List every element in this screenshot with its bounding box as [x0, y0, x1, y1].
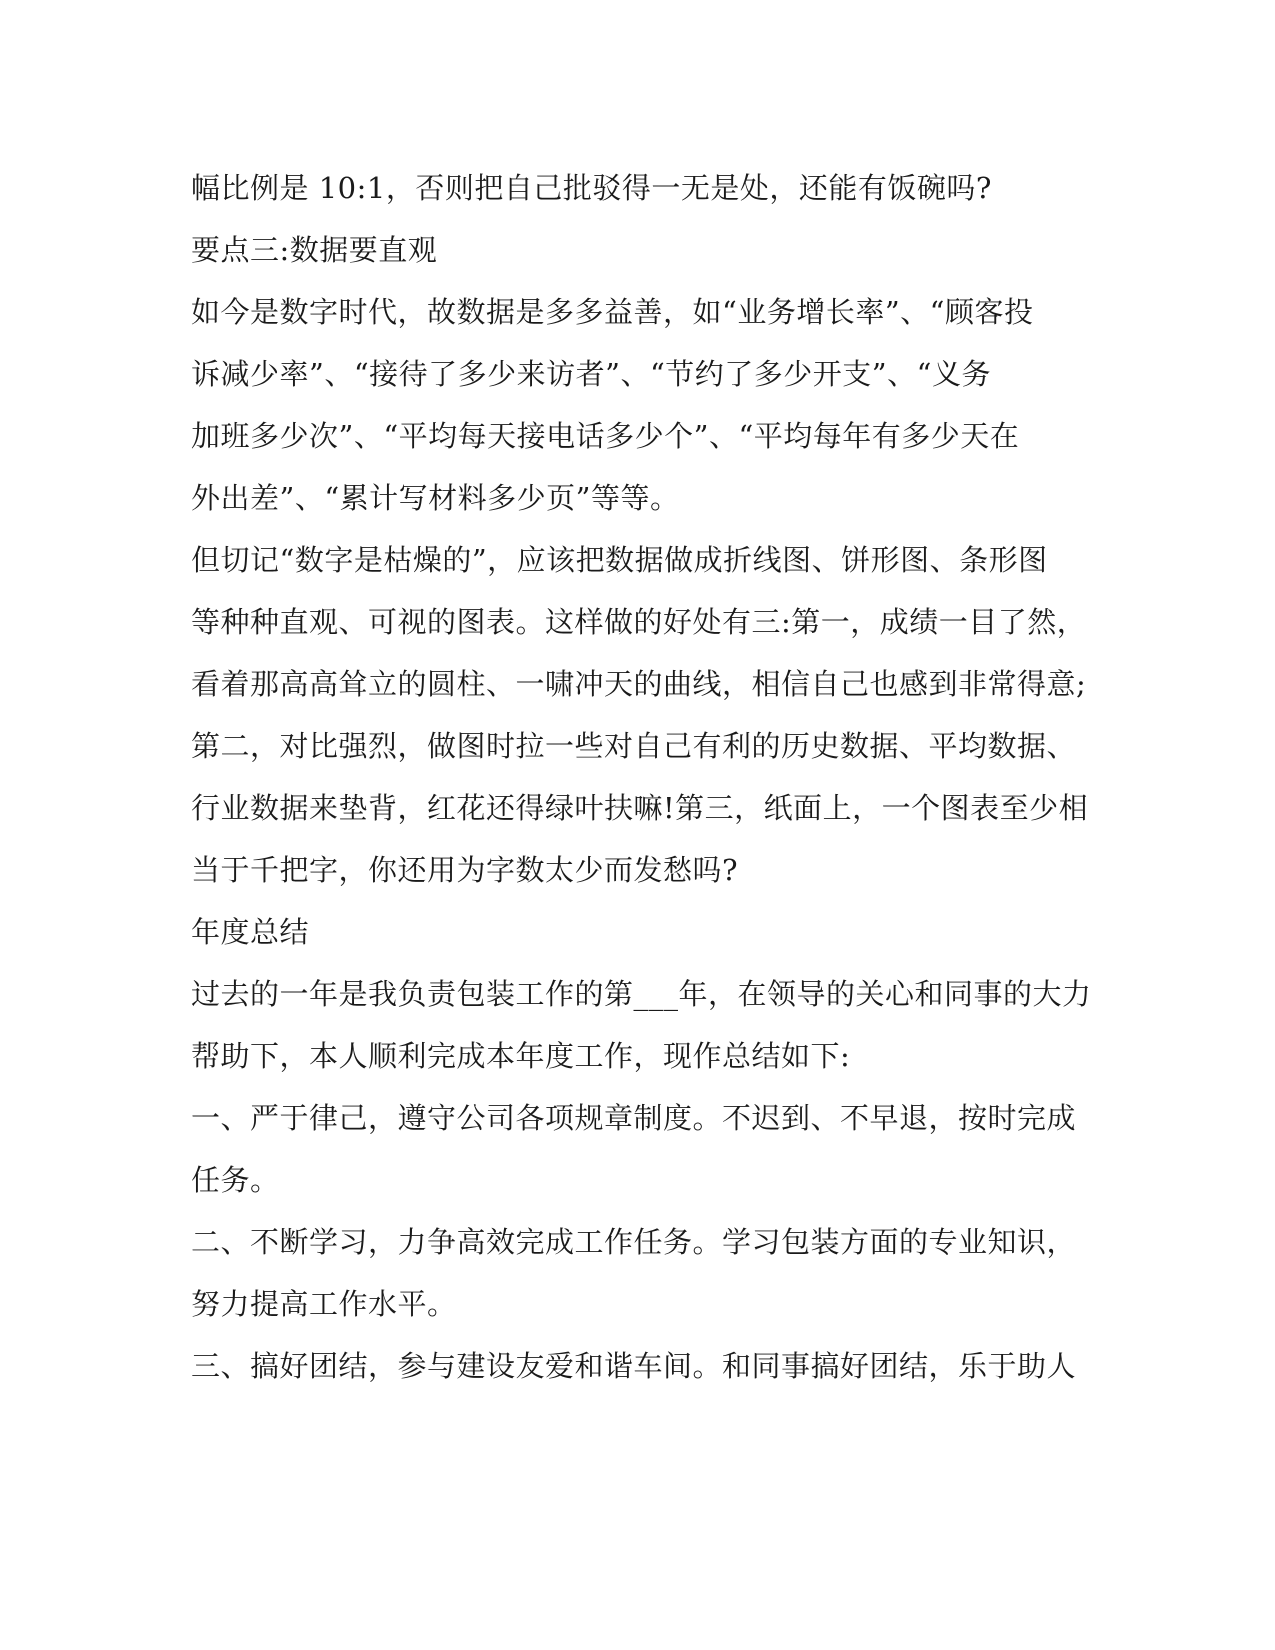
text-line: 幅比例是 10:1，否则把自己批驳得一无是处，还能有饭碗吗? [191, 171, 992, 205]
text-line: 但切记“数字是枯燥的”，应该把数据做成折线图、饼形图、条形图 [191, 543, 1048, 577]
text-line: 当于千把字，你还用为字数太少而发愁吗? [191, 853, 739, 887]
text-line: 帮助下，本人顺利完成本年度工作，现作总结如下: [191, 1039, 851, 1073]
text-line: 第二，对比强烈，做图时拉一些对自己有利的历史数据、平均数据、 [191, 729, 1077, 763]
section-heading: 要点三:数据要直观 [191, 233, 438, 267]
text-line: 二、不断学习，力争高效完成工作任务。学习包装方面的专业知识， [191, 1225, 1077, 1259]
text-line: 加班多少次”、“平均每天接电话多少个”、“平均每年有多少天在 [191, 419, 1020, 453]
text-line: 看着那高高耸立的圆柱、一啸冲天的曲线，相信自己也感到非常得意; [191, 667, 1087, 701]
text-line: 如今是数字时代，故数据是多多益善，如“业务增长率”、“顾客投 [191, 295, 1034, 329]
text-line: 诉减少率”、“接待了多少来访者”、“节约了多少开支”、“义务 [191, 357, 991, 391]
text-line: 任务。 [191, 1163, 280, 1197]
section-heading: 年度总结 [191, 915, 310, 949]
text-line: 外出差”、“累计写材料多少页”等等。 [191, 481, 680, 515]
text-line: 行业数据来垫背，红花还得绿叶扶嘛!第三，纸面上，一个图表至少相 [191, 791, 1089, 825]
text-line: 过去的一年是我负责包装工作的第___年，在领导的关心和同事的大力 [191, 977, 1092, 1011]
text-line: 努力提高工作水平。 [191, 1287, 457, 1321]
text-line: 一、严于律己，遵守公司各项规章制度。不迟到、不早退，按时完成 [191, 1101, 1077, 1135]
text-line: 三、搞好团结，参与建设友爱和谐车间。和同事搞好团结，乐于助人 [191, 1349, 1077, 1383]
text-line: 等种种直观、可视的图表。这样做的好处有三:第一，成绩一目了然， [191, 605, 1087, 639]
